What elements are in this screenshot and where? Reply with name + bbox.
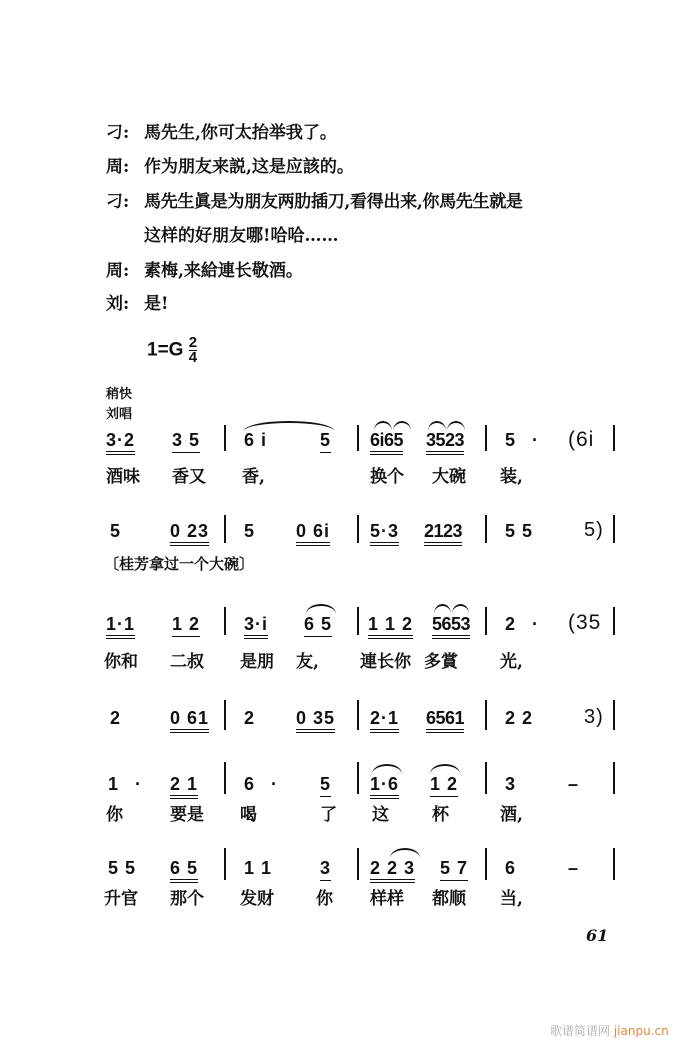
- barline: [357, 607, 359, 635]
- barline: [224, 425, 226, 451]
- speaker: 刘:: [106, 294, 130, 314]
- barline: [613, 848, 615, 880]
- lyric: 换个: [370, 467, 404, 487]
- lyric: 那个: [170, 889, 204, 909]
- barline: [224, 700, 226, 730]
- lyric: 喝: [240, 805, 257, 825]
- barline: [613, 762, 615, 794]
- slur: [372, 764, 402, 774]
- key: 1=G: [147, 339, 184, 361]
- note-group: 5 5: [108, 858, 137, 878]
- note-group: –: [568, 774, 580, 794]
- note-group: 1 2: [172, 614, 200, 637]
- barline: [224, 848, 226, 880]
- watermark-url: jianpu.cn: [613, 1024, 669, 1038]
- lyric: 香又: [172, 467, 206, 487]
- note-group: 1 2: [430, 774, 458, 797]
- barline: [357, 848, 359, 880]
- lyric: 多賞: [424, 652, 458, 672]
- note-group: 0 23: [170, 521, 209, 546]
- lyric: 装,: [500, 467, 523, 487]
- dialogue-line: 馬先生,你可太抬举我了。: [144, 123, 337, 143]
- barline: [485, 700, 487, 730]
- note-group: 3·2: [106, 430, 135, 455]
- lyric: 你: [316, 889, 333, 909]
- lyric: 发财: [240, 889, 274, 909]
- note-group: 2 2 3: [370, 858, 415, 883]
- note-group: 1 1 2: [368, 614, 413, 639]
- barline: [613, 700, 615, 730]
- speaker: 周:: [106, 261, 130, 281]
- note-group: 6i65: [370, 430, 403, 455]
- note-group: 2123: [424, 521, 462, 546]
- slur: [306, 604, 336, 614]
- lyric: 当,: [500, 889, 523, 909]
- lyric: 大碗: [432, 467, 466, 487]
- note-group: 5·3: [370, 521, 399, 546]
- singer-label: 刘唱: [106, 407, 133, 422]
- lyric: 連长你: [360, 652, 411, 672]
- lyric: 这: [372, 805, 389, 825]
- note-group: 3·i: [244, 614, 268, 639]
- note-group: 2 2: [505, 708, 534, 728]
- note-group: 2: [244, 708, 256, 728]
- key-signature: [147, 336, 197, 365]
- note-group: 5: [244, 521, 256, 541]
- tempo-marking: 稍快: [106, 387, 133, 402]
- slur: [452, 604, 469, 614]
- note-group: 6 5: [170, 858, 198, 883]
- note-group: (6i: [568, 428, 595, 451]
- note-group: 0 35: [296, 708, 335, 733]
- note-group: 1 1: [244, 858, 273, 878]
- barline: [613, 425, 615, 451]
- note-group: 2 ·: [505, 614, 545, 634]
- stage-direction: 〔桂芳拿过一个大碗〕: [104, 555, 255, 573]
- lyric: 升官: [104, 889, 138, 909]
- slur: [390, 848, 420, 858]
- barline: [224, 762, 226, 794]
- speaker: 周:: [106, 157, 130, 177]
- note-group: 6 5: [304, 614, 332, 637]
- lyric: 你: [106, 805, 123, 825]
- note-group: 2: [110, 708, 122, 728]
- note-group: 0 61: [170, 708, 209, 733]
- dialogue-line: 作为朋友来説,这是应該的。: [144, 157, 354, 177]
- note-group: 3): [584, 706, 604, 728]
- note-group: 5: [110, 521, 122, 541]
- barline: [357, 700, 359, 730]
- lyric: 酒味: [106, 467, 140, 487]
- note-group: 0 6i: [296, 521, 330, 546]
- lyric: 你和: [104, 652, 138, 672]
- note-group: 1 ·: [108, 774, 148, 794]
- time-signature: $\frac{2}{4}$: [188, 334, 198, 366]
- note-group: 6 i: [244, 430, 268, 450]
- note-group: 3523: [426, 430, 464, 455]
- lyric: 酒,: [500, 805, 523, 825]
- dialogue-line: 是!: [144, 294, 169, 314]
- barline: [224, 515, 226, 543]
- slur: [430, 764, 460, 774]
- note-group: 5 7: [440, 858, 468, 881]
- note-group: 5 5: [505, 521, 534, 541]
- note-group: 5653: [432, 614, 470, 639]
- lyric: 样样: [370, 889, 404, 909]
- speaker: 刁:: [106, 123, 130, 143]
- dialogue-line: 素梅,来給連长敬酒。: [144, 261, 303, 281]
- note-group: 3 5: [172, 430, 200, 453]
- note-group: 1·1: [106, 614, 135, 639]
- note-group: 5): [584, 519, 604, 541]
- note-group: –: [568, 858, 580, 878]
- note-group: 2·1: [370, 708, 399, 733]
- note-group: 1·6: [370, 774, 399, 799]
- barline: [357, 762, 359, 794]
- barline: [485, 762, 487, 794]
- barline: [485, 515, 487, 543]
- lyric: 友,: [296, 652, 319, 672]
- note-group: (35: [568, 611, 602, 634]
- barline: [613, 515, 615, 543]
- note-group: 6561: [426, 708, 464, 733]
- dialogue-line: 这样的好朋友哪!哈哈……: [144, 226, 339, 246]
- note-group: 5 ·: [505, 430, 545, 450]
- speaker: 刁:: [106, 192, 130, 212]
- page-number: 61: [586, 926, 609, 945]
- lyric: 杯: [432, 805, 449, 825]
- barline: [485, 425, 487, 451]
- barline: [357, 515, 359, 543]
- lyric: 都顺: [432, 889, 466, 909]
- slur: [434, 604, 451, 614]
- note-group: 2 1: [170, 774, 198, 799]
- barline: [485, 848, 487, 880]
- note-group: 6 ·: [244, 774, 284, 794]
- watermark: [550, 1022, 669, 1039]
- barline: [224, 607, 226, 635]
- barline: [485, 607, 487, 635]
- lyric: 是朋: [240, 652, 274, 672]
- note-group: 6: [505, 858, 517, 878]
- barline: [613, 607, 615, 635]
- note-group: 3: [320, 858, 331, 881]
- watermark-text: 歌谱简谱网: [550, 1024, 611, 1038]
- lyric: 光,: [500, 652, 523, 672]
- lyric: 二叔: [170, 652, 204, 672]
- dialogue-line: 馬先生眞是为朋友两肋插刀,看得出来,你馬先生就是: [144, 192, 523, 212]
- lyric: 了: [320, 805, 337, 825]
- note-group: 5: [320, 774, 331, 797]
- note-group: 5: [320, 430, 331, 453]
- note-group: 3: [505, 774, 517, 794]
- barline: [357, 425, 359, 451]
- lyric: 香,: [242, 467, 265, 487]
- lyric: 要是: [170, 805, 204, 825]
